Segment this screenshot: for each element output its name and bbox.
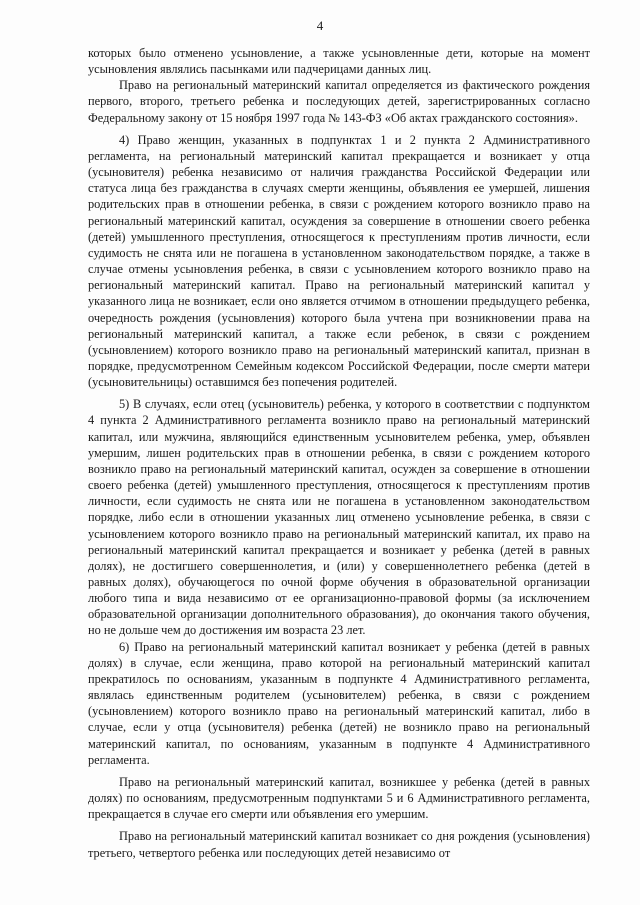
page-number: 4 (316, 18, 324, 33)
document-body (88, 45, 590, 861)
paragraph-right-origin: Право на региональный материнский капитал возникает со дня рождения (усыновления) третьего, четвертого ребенка или последующих детей независимо от (88, 829, 590, 860)
paragraph-continuation: которых было отменено усыновление, а также усыновленные дети, которые на момент усыновления являлись пасынками или падчерицами данных лиц. (88, 46, 590, 77)
paragraph-item-4: 4) Право женщин, указанных в подпунктах 1 и 2 пункта 2 Административного регламента, на региональный материнский капитал прекращается и возникает у отца (усыновителя) ребенка независимо от наличия гражданства Российской Федерации или статуса лица без гражданства в случаях смерти женщины, объявления ее умершей, лишения родительских прав в отношении ребенка, в связи с рождением которого возникло право на региональный материнский капитал, осуждения за совершение в отношении своего ребенка (детей) умышленного преступления, относящегося к преступлениям против личности, если судимость не снята или не погашена в установленном законодательством порядке, а также в случае отмены усыновления ребенка, в связи с усыновлением которого возникло право на региональный материнский капитал. Право на региональный материнский капитал у указанного лица не возникает, если оно является отчимом в отношении предыдущего ребенка, очередность рождения (усыновления) которого была учтена при возникновении права на региональный материнский капитал, а также если ребенок, в связи с рождением (усыновлением) которого возникло право на региональный материнский капитал, признан в порядке, предусмотренном Семейным кодексом Российской Федерации, после смерти матери (усыновительницы) оставшимся без попечения родителей. (88, 132, 590, 390)
paragraph-item-5: 5) В случаях, если отец (усыновитель) ребенка, у которого в соответствии с подпунктом 4 пункта 2 Административного регламента возникло право на региональный материнский капитал, или мужчина, являющийся единственным усыновителем ребенка, умер, объявлен умершим, лишен родительских прав в отношении ребенка, в связи с рождением которого возникло право на региональный материнский капитал, осужден за совершение в отношении своего ребенка (детей) умышленного преступления, относящегося к преступлениям против личности, если судимость не снята или не погашена в установленном законодательством порядке, либо если в отношении указанных лиц отменено усыновление ребенка, в связи с усыновлением которого возникло право на региональный материнский капитал, их право на региональный материнский капитал прекращается и возникает у ребенка (детей в равных долях), не достигшего совершеннолетия, и (или) у совершеннолетнего ребенка (детей в равных долях), обучающегося по очной форме обучения в образовательной организации любого типа и вида независимо от ее организационно-правовой формы (за исключением образовательной организации дополнительного образования), до окончания такого обучения, но не дольше чем до достижения им возраста 23 лет. (88, 397, 590, 638)
paragraph-right-termination: Право на региональный материнский капитал, возникшее у ребенка (детей в равных долях) по основаниям, предусмотренным подпунктами 5 и 6 Административного регламента, прекращается в случае его смерти или объявления его умершим. (88, 774, 590, 822)
paragraph-item-6: 6) Право на региональный материнский капитал возникает у ребенка (детей в равных долях) в случае, если женщина, право которой на региональный материнский капитал прекратилось по основаниям, указанным в подпункте 4 Административного регламента, являлась единственным родителем (усыновителем) ребенка, в связи с рождением (усыновлением) которого возникло право на региональный материнский капитал, либо в случае, если у отца (усыновителя) ребенка (детей) не возникло право на региональный материнский капитал, по основаниям, указанным в подпункте 4 Административного регламента. (88, 639, 590, 767)
paragraph-right-definition: Право на региональный материнский капитал определяется из фактического рождения первого, второго, третьего ребенка и последующих детей, зарегистрированных согласно Федеральному закону от 15 ноября 1997 года № 143-ФЗ «Об актах гражданского состояния». (88, 78, 590, 125)
